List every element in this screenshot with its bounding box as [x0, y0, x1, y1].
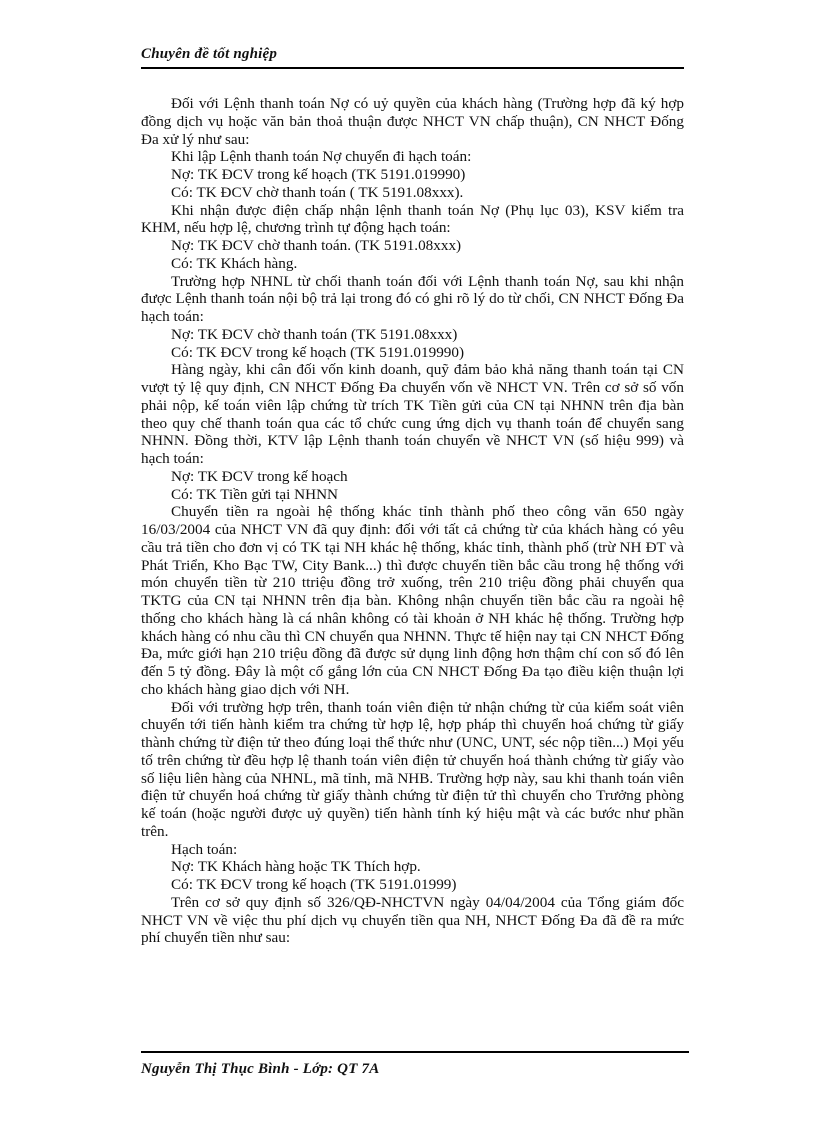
paragraph: Chuyển tiền ra ngoài hệ thống khác tỉnh thành phố theo công văn 650 ngày 16/03/2004 của NHCT VN đã quy định: đối với tất cả chứng từ của khách hàng có yêu cầu trả tiền cho đơn vị có TK tại NH khác hệ thống, khác tỉnh, thành phố (trừ NH ĐT và Phát Triển, Kho Bạc TW, City Bank...) thì được chuyển tiền bắc cầu trong hệ thống với món chuyển tiền từ 210 ttriệu đồng trở xuống, trên 210 triệu đồng phải chuyển qua TKTG của CN tại NHNN trên địa bàn. Không nhận chuyển tiền bắc cầu ra ngoài hệ thống cho khách hàng là cá nhân không có tài khoản ở NH khác hệ thống. Trường hợp khách hàng có nhu cầu thì CN chuyển qua NHNN. Thực tế hiện nay tại CN NHCT Đống Đa, mức giới hạn 210 triệu đồng đã được sử dụng linh động hơn thậm chí con số đó lên đến 5 tỷ đồng. Đây là một cố gắng lớn của CN NHCT Đống Đa tạo điều kiện thuận lợi cho khách hàng giao dịch với NH.: [141, 503, 684, 698]
paragraph: Hàng ngày, khi cân đối vốn kinh doanh, quỹ đảm bảo khả năng thanh toán tại CN vượt tỷ lệ quy định, CN NHCT Đống Đa chuyển vốn về NHCT VN. Trên cơ sở số vốn phải nộp, kế toán viên lập chứng từ trích TK Tiền gửi của CN tại NHNN trên địa bàn theo quy chế thanh toán qua các tổ chức cung ứng dịch vụ thanh toán để chuyển sang NHNN. Đồng thời, KTV lập Lệnh thanh toán chuyển về NHCT VN (số hiệu 999) và hạch toán:: [141, 361, 684, 467]
page-footer-author: Nguyễn Thị Thục Bình - Lớp: QT 7A: [141, 1061, 380, 1077]
paragraph: Trường hợp NHNL từ chối thanh toán đối với Lệnh thanh toán Nợ, sau khi nhận được Lệnh thanh toán nội bộ trả lại trong đó có ghi rõ lý do từ chối, CN NHCT Đống Đa hạch toán:: [141, 272, 684, 325]
paragraph: Nợ: TK ĐCV trong kế hoạch (TK 5191.019990): [171, 166, 466, 183]
paragraph: Nợ: TK ĐCV chờ thanh toán. (TK 5191.08xxx): [171, 237, 462, 254]
paragraph: Trên cơ sở quy định số 326/QĐ-NHCTVN ngày 04/04/2004 của Tổng giám đốc NHCT VN về việc thu phí dịch vụ chuyển tiền qua NH, NHCT Đống Đa đã đề ra mức phí chuyển tiền như sau:: [141, 893, 684, 947]
footer-divider: [141, 1051, 689, 1053]
paragraph: Khi nhận được điện chấp nhận lệnh thanh toán Nợ (Phụ lục 03), KSV kiểm tra KHM, nếu hợp lệ, chương trình tự động hạch toán:: [141, 201, 684, 237]
paragraph: Có: TK Tiền gửi tại NHNN: [171, 485, 339, 503]
paragraph: Đối với Lệnh thanh toán Nợ có uỷ quyền của khách hàng (Trường hợp đã ký hợp đồng dịch vụ hoặc văn bản thoả thuận được NHCT VN chấp thuận), CN NHCT Đống Đa xử lý như sau:: [141, 95, 684, 148]
header-divider: [141, 67, 684, 69]
page-header-title: Chuyên đề tốt nghiệp: [141, 46, 278, 62]
paragraph: Khi lập Lệnh thanh toán Nợ chuyển đi hạch toán:: [171, 148, 472, 166]
paragraph: Đối với trường hợp trên, thanh toán viên điện tử nhận chứng từ của kiểm soát viên chuyển tới tiến hành kiểm tra chứng từ hợp lệ, hợp pháp thì chuyển hoá chứng từ giấy thành chứng từ điện tử theo đúng loại thể thức như (UNC, UNT, séc nộp tiền...) Mọi yếu tố trên chứng từ đều hợp lệ thanh toán viên điện tử chuyển hoá thành chứng từ giấy vào số liệu liên hàng của NHNL, mã tỉnh, mã NHB. Trường hợp này, sau khi thanh toán viên điện tử chuyển hoá chứng từ giấy thành chứng từ điện tử thì chuyển cho Trưởng phòng kế toán (hoặc người được uỷ quyền) tiến hành tính ký hiệu mật và các bước như phần trên.: [141, 698, 684, 840]
paragraph: Nợ: TK ĐCV chờ thanh toán (TK 5191.08xxx): [171, 325, 458, 343]
paragraph: Có: TK ĐCV chờ thanh toán ( TK 5191.08xxx).: [171, 183, 464, 201]
paragraph: Nợ: TK Khách hàng hoặc TK Thích hợp.: [171, 858, 421, 876]
paragraph: Có: TK Khách hàng.: [171, 254, 298, 272]
paragraph: Hạch toán:: [171, 840, 238, 858]
paragraph: Nợ: TK ĐCV trong kế hoạch: [171, 467, 348, 485]
paragraph: Có: TK ĐCV trong kế hoạch (TK 5191.01999): [171, 876, 457, 893]
document-body: [141, 95, 684, 947]
paragraph: Có: TK ĐCV trong kế hoạch (TK 5191.019990): [171, 343, 465, 361]
